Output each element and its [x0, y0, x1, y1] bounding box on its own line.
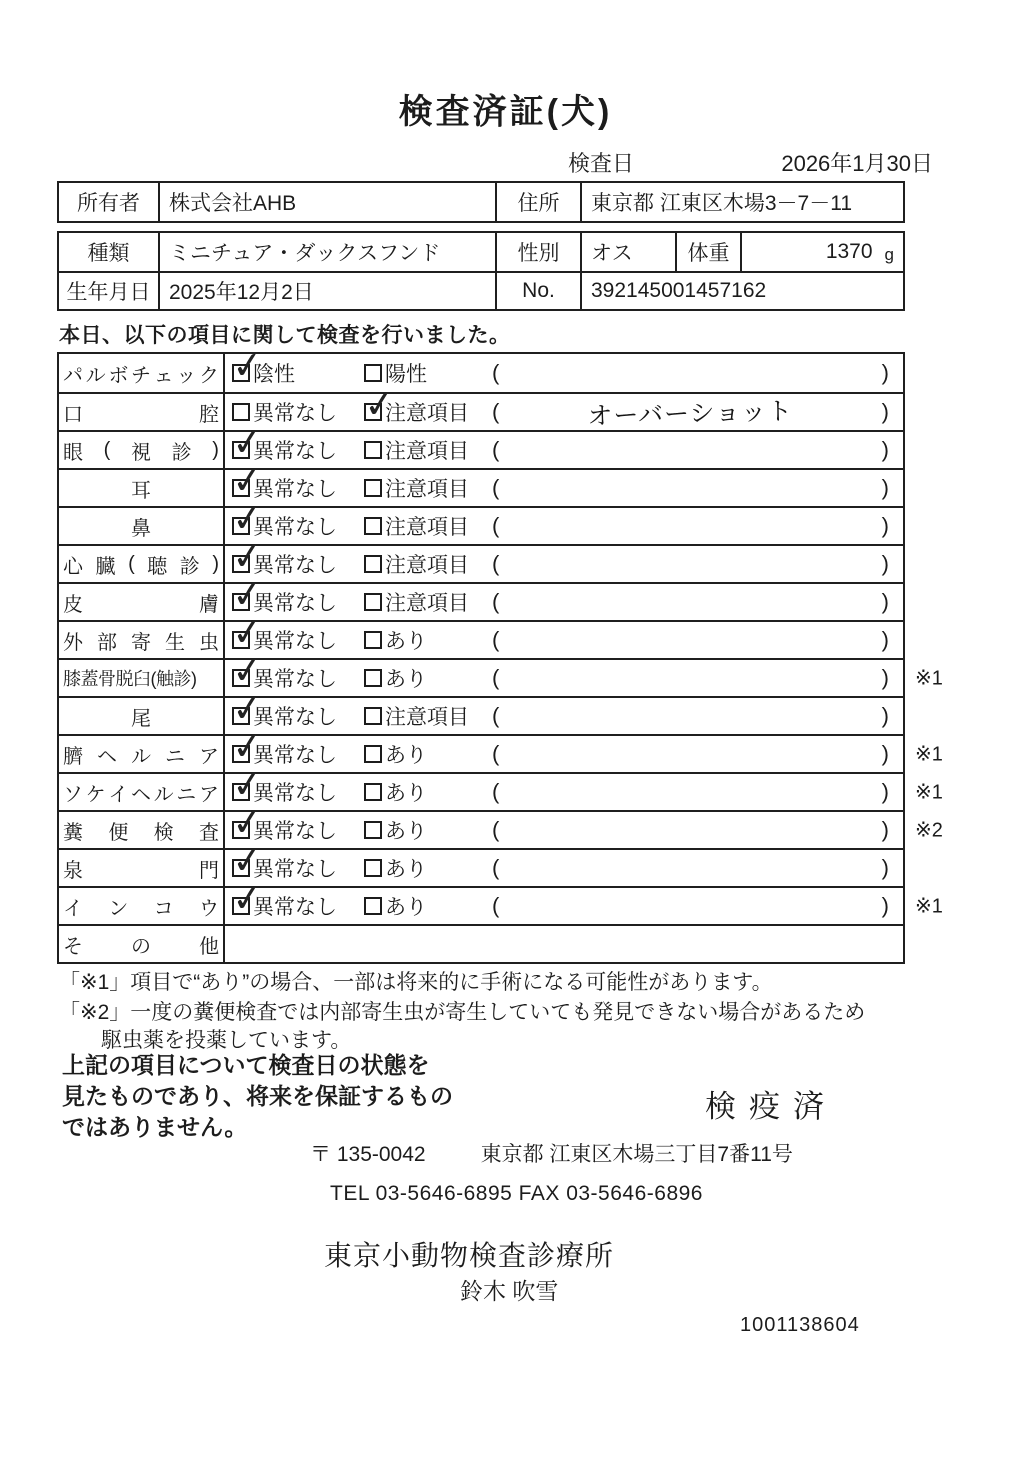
- item-label: 口 腔: [59, 394, 225, 430]
- checkbox-present: [364, 783, 382, 801]
- checkbox-present: [364, 669, 382, 687]
- paren-close: ): [881, 855, 889, 880]
- checkbox-normal: [232, 555, 250, 573]
- sex-label: 性別: [495, 233, 580, 271]
- option-label: 異常なし: [253, 592, 337, 615]
- option-label: 異常なし: [253, 440, 337, 463]
- checkbox-normal: [232, 669, 250, 687]
- row-body: [225, 584, 903, 620]
- paren-close: ): [881, 589, 889, 614]
- checklist-row-external-parasites: [59, 620, 903, 658]
- exam-date-label: 検査日: [568, 151, 635, 176]
- birthdate-row: [59, 271, 903, 309]
- no-value: 392145001457162: [580, 273, 903, 309]
- disclaimer: [62, 1050, 453, 1143]
- note-field: [492, 779, 903, 805]
- checkbox-caution: [364, 403, 382, 421]
- clinic-name: 東京小動物検査診療所: [324, 1240, 615, 1271]
- item-label: 耳: [59, 470, 225, 506]
- option-caution: [364, 435, 492, 465]
- item-label: 皮 膚: [59, 584, 225, 620]
- note-text: [499, 368, 881, 378]
- owner-table: [57, 181, 905, 223]
- paren-open: (: [492, 855, 500, 880]
- note-text: [499, 559, 881, 569]
- checkbox-caution: [364, 479, 382, 497]
- note-text: [499, 445, 881, 455]
- option-caution: [364, 397, 492, 427]
- item-label: 眼 ( 視 診 ): [59, 432, 225, 468]
- checklist-row-skin: [59, 582, 903, 620]
- option-caution: [364, 549, 492, 579]
- option-present: [364, 891, 492, 921]
- row-body: [225, 736, 903, 772]
- paren-open: (: [492, 589, 500, 614]
- row-body: [225, 698, 903, 734]
- paren-close: ): [881, 551, 889, 576]
- option-present: [364, 663, 492, 693]
- paren-close: ): [881, 817, 889, 842]
- note-field: [492, 627, 903, 653]
- item-label: ソ ケ イ ヘ ル ニ ア: [59, 774, 225, 810]
- option-label: 注意項目: [385, 402, 469, 425]
- tel-fax-line: TEL 03-5646-6895 FAX 03-5646-6896: [330, 1182, 703, 1205]
- footnote-2-cont: 駆虫薬を投薬しています。: [101, 1029, 352, 1052]
- item-label: 膝蓋骨脱臼(触診): [59, 660, 225, 696]
- item-label: パ ル ボ チ ェ ッ ク: [59, 354, 225, 392]
- option-present: [364, 853, 492, 883]
- option-normal: [225, 891, 364, 921]
- owner-row: [59, 183, 903, 221]
- note-field: [492, 703, 903, 729]
- option-caution: [364, 511, 492, 541]
- breed-row: [59, 233, 903, 271]
- item-label: そ の 他: [59, 926, 225, 962]
- option-label: 注意項目: [385, 478, 469, 501]
- paren-close: ): [881, 437, 889, 462]
- checkbox-normal: [232, 631, 250, 649]
- postal-code: 〒 135-0042: [310, 1143, 426, 1166]
- checkbox-normal: [232, 517, 250, 535]
- quarantine-stamp: 検疫済: [705, 1089, 837, 1124]
- checklist-row-eyes: [59, 430, 903, 468]
- sex-value: オス: [580, 233, 675, 271]
- checkbox-normal: [232, 859, 250, 877]
- option-label: あり: [385, 668, 427, 691]
- paren-close: ): [881, 627, 889, 652]
- footnote-2: 「※2」一度の糞便検査では内部寄生虫が寄生していても発見できない場合があるため: [59, 1001, 866, 1024]
- option-present: [364, 777, 492, 807]
- paren-open: (: [492, 665, 500, 690]
- option-label: あり: [385, 630, 427, 653]
- checkbox-normal: [232, 897, 250, 915]
- item-label: 心 臓 ( 聴 診 ): [59, 546, 225, 582]
- paren-close: ): [881, 703, 889, 728]
- weight-value: 1370: [825, 240, 873, 263]
- paren-close: ): [881, 513, 889, 538]
- option-label: 陰性: [253, 363, 295, 386]
- option-present: [364, 815, 492, 845]
- checklist-row-patella: [59, 658, 943, 696]
- row-body: [225, 888, 903, 924]
- note-field: [492, 551, 903, 577]
- paren-open: (: [492, 513, 500, 538]
- option-negative: [225, 358, 364, 388]
- checklist-row-inguinal-hernia: [59, 772, 943, 810]
- birthdate-value: 2025年12月2日: [158, 273, 495, 309]
- paren-close: ): [881, 399, 889, 424]
- checklist-row-mouth: [59, 392, 903, 430]
- note-text: [499, 787, 881, 797]
- checkbox-caution: [364, 593, 382, 611]
- paren-open: (: [492, 360, 500, 385]
- note-text: [499, 521, 881, 531]
- checklist-row-ears: [59, 468, 903, 506]
- option-label: あり: [385, 858, 427, 881]
- note-field: [492, 741, 903, 767]
- serial-number: 1001138604: [740, 1314, 860, 1336]
- row-body: [225, 660, 903, 696]
- handwritten-note: オーバーショット: [587, 397, 794, 431]
- checklist-row-umbilical-hernia: [59, 734, 943, 772]
- note-text: [499, 597, 881, 607]
- item-label: 臍 ヘ ル ニ ア: [59, 736, 225, 772]
- note-field: [492, 855, 903, 881]
- checkbox-positive: [364, 364, 382, 382]
- checkbox-normal: [232, 821, 250, 839]
- option-label: 異常なし: [253, 858, 337, 881]
- note-field: [492, 475, 903, 501]
- option-label: あり: [385, 782, 427, 805]
- row-body: [225, 354, 903, 392]
- row-body: [225, 812, 903, 848]
- paren-open: (: [492, 437, 500, 462]
- checkbox-caution: [364, 555, 382, 573]
- option-caution: [364, 473, 492, 503]
- page-title: 検査済証(犬): [398, 93, 613, 131]
- checkbox-caution: [364, 707, 382, 725]
- checkbox-present: [364, 897, 382, 915]
- option-label: 注意項目: [385, 592, 469, 615]
- row-body: [225, 394, 903, 430]
- footnote-1: 「※1」項目で“あり”の場合、一部は将来的に手術になる可能性があります。: [59, 971, 773, 994]
- checkbox-caution: [364, 441, 382, 459]
- checkbox-present: [364, 631, 382, 649]
- row-body: [225, 622, 903, 658]
- checklist-row-nose: [59, 506, 903, 544]
- note-field: [492, 437, 903, 463]
- owner-value: 株式会社AHB: [158, 183, 495, 221]
- clinic-address: 東京都 江東区木場三丁目7番11号: [480, 1143, 793, 1166]
- note-field: [492, 589, 903, 615]
- option-caution: [364, 587, 492, 617]
- checklist-row-fontanelle: [59, 848, 903, 886]
- item-label: 糞 便 検 査: [59, 812, 225, 848]
- birthdate-label: 生年月日: [66, 281, 151, 304]
- option-label: 異常なし: [253, 782, 337, 805]
- ref-mark: ※1: [915, 895, 943, 918]
- item-label: 鼻: [59, 508, 225, 544]
- paren-close: ): [881, 779, 889, 804]
- option-label: 注意項目: [385, 554, 469, 577]
- paren-open: (: [492, 817, 500, 842]
- paren-close: ): [881, 475, 889, 500]
- note-field: [492, 360, 903, 386]
- note-text: [499, 863, 881, 873]
- note-field: [492, 394, 903, 430]
- checklist-row-inkou: [59, 886, 943, 924]
- row-body: [225, 470, 903, 506]
- weight-unit: g: [884, 245, 894, 264]
- ref-mark: ※1: [915, 667, 943, 690]
- option-label: 注意項目: [385, 516, 469, 539]
- checklist-row-tail: [59, 696, 903, 734]
- address-value: 東京都 江東区木場3－7－11: [580, 183, 903, 221]
- checklist-row-fecal-exam: [59, 810, 943, 848]
- weight-value-cell: [740, 233, 903, 271]
- address-label: 住所: [495, 183, 580, 221]
- checklist-row-other: [59, 924, 903, 962]
- option-caution: [364, 701, 492, 731]
- checkbox-caution: [364, 517, 382, 535]
- paren-close: ): [881, 741, 889, 766]
- item-label: 外 部 寄 生 虫: [59, 622, 225, 658]
- option-label: 異常なし: [253, 820, 337, 843]
- note-field: [492, 893, 903, 919]
- option-label: 異常なし: [253, 402, 337, 425]
- note-field: [492, 817, 903, 843]
- pet-table: [57, 231, 905, 311]
- paren-open: (: [492, 627, 500, 652]
- option-label: あり: [385, 744, 427, 767]
- option-present: [364, 625, 492, 655]
- checklist-table: [57, 352, 943, 964]
- checkbox-normal: [232, 783, 250, 801]
- option-label: 異常なし: [253, 706, 337, 729]
- note-text: [499, 825, 881, 835]
- breed-label: 種類: [87, 242, 130, 265]
- note-text: [499, 711, 881, 721]
- exam-date-value: 2026年1月30日: [781, 151, 933, 176]
- note-text: [499, 673, 881, 683]
- breed-value: ミニチュア・ダックスフンド: [158, 233, 495, 271]
- row-body: [225, 850, 903, 886]
- item-label: 泉 門: [59, 850, 225, 886]
- paren-open: (: [492, 475, 500, 500]
- no-label: No.: [495, 273, 580, 309]
- option-label: 注意項目: [385, 440, 469, 463]
- paren-open: (: [492, 551, 500, 576]
- ref-mark: ※1: [915, 743, 943, 766]
- row-body: [225, 432, 903, 468]
- paren-open: (: [492, 893, 500, 918]
- option-label: 異常なし: [253, 478, 337, 501]
- checkbox-normal: [232, 441, 250, 459]
- item-label: イ ン コ ウ: [59, 888, 225, 924]
- veterinarian-name: 鈴木 吹雪: [460, 1278, 559, 1304]
- checkbox-normal: [232, 593, 250, 611]
- checklist-row-heart: [59, 544, 903, 582]
- note-text: [499, 749, 881, 759]
- paren-open: (: [492, 399, 500, 424]
- row-body-empty: [225, 926, 903, 962]
- note-field: [492, 513, 903, 539]
- intro-text: 本日、以下の項目に関して検査を行いました。: [59, 324, 511, 347]
- paren-close: ): [881, 360, 889, 385]
- option-present: [364, 739, 492, 769]
- option-label: 異常なし: [253, 668, 337, 691]
- note-text: [499, 635, 881, 645]
- checkbox-negative: [232, 364, 250, 382]
- checkbox-normal: [232, 479, 250, 497]
- option-label: 異常なし: [253, 896, 337, 919]
- note-text: [499, 483, 881, 493]
- row-body: [225, 508, 903, 544]
- option-label: 異常なし: [253, 630, 337, 653]
- paren-open: (: [492, 703, 500, 728]
- owner-label: 所有者: [77, 192, 140, 215]
- checkbox-normal: [232, 745, 250, 763]
- paren-close: ): [881, 665, 889, 690]
- item-label: 尾: [59, 698, 225, 734]
- option-label: あり: [385, 820, 427, 843]
- disclaimer-line-2: 見たものであり、将来を保証するもの: [62, 1083, 453, 1109]
- option-label: 注意項目: [385, 706, 469, 729]
- weight-label: 体重: [675, 233, 740, 271]
- note-field: [492, 665, 903, 691]
- option-label: 陽性: [385, 363, 427, 386]
- checkbox-present: [364, 821, 382, 839]
- ref-mark: ※1: [915, 781, 943, 804]
- note-text: [499, 901, 881, 911]
- row-body: [225, 546, 903, 582]
- row-body: [225, 774, 903, 810]
- paren-close: ): [881, 893, 889, 918]
- option-label: あり: [385, 896, 427, 919]
- option-label: 異常なし: [253, 744, 337, 767]
- checkbox-normal: [232, 403, 250, 421]
- ref-mark: ※2: [915, 819, 943, 842]
- disclaimer-line-3: ではありません。: [62, 1114, 248, 1140]
- option-label: 異常なし: [253, 554, 337, 577]
- clinic-postal-line: [310, 1138, 793, 1168]
- checkbox-present: [364, 745, 382, 763]
- checklist-row-parvo: [59, 354, 903, 392]
- disclaimer-line-1: 上記の項目について検査日の状態を: [62, 1052, 430, 1078]
- checkbox-normal: [232, 707, 250, 725]
- paren-open: (: [492, 741, 500, 766]
- checkbox-present: [364, 859, 382, 877]
- paren-open: (: [492, 779, 500, 804]
- option-label: 異常なし: [253, 516, 337, 539]
